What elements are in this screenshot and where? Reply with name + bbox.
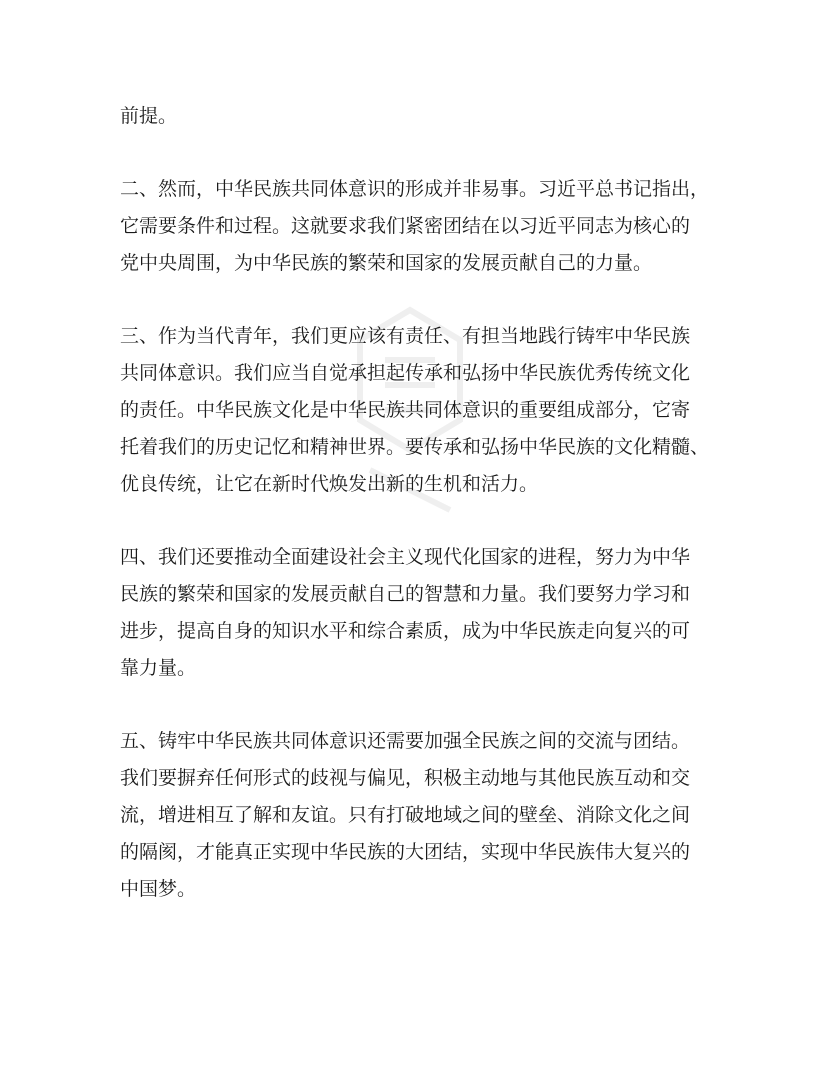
paragraph-4-line-4: 靠力量。 [120, 657, 197, 679]
paragraph-2-line-1: 二、然而，中华民族共同体意识的形成并非易事。习近平总书记指出， [120, 178, 710, 200]
paragraph-3-line-1: 三、作为当代青年，我们更应该有责任、有担当地践行铸牢中华民族 [120, 325, 691, 347]
paragraph-3-line-4: 托着我们的历史记忆和精神世界。要传承和弘扬中华民族的文化精髓、 [120, 436, 710, 458]
paragraph-3-line-2: 共同体意识。我们应当自觉承担起传承和弘扬中华民族优秀传统文化 [120, 362, 691, 384]
paragraph-3-line-3: 的责任。中华民族文化是中华民族共同体意识的重要组成部分，它寄 [120, 399, 691, 421]
paragraph-2-line-3: 党中央周围，为中华民族的繁荣和国家的发展贡献自己的力量。 [120, 252, 653, 274]
paragraph-2-line-2: 它需要条件和过程。这就要求我们紧密团结在以习近平同志为核心的 [120, 215, 691, 237]
paragraph-5-line-1: 五、铸牢中华民族共同体意识还需要加强全民族之间的交流与团结。 [120, 730, 691, 752]
paragraph-5-line-3: 流，增进相互了解和友谊。只有打破地域之间的壁垒、消除文化之间 [120, 804, 691, 826]
paragraph-4-line-2: 民族的繁荣和国家的发展贡献自己的智慧和力量。我们要努力学习和 [120, 583, 691, 605]
paragraph-3-line-5: 优良传统，让它在新时代焕发出新的生机和活力。 [120, 473, 539, 495]
paragraph-5-line-2: 我们要摒弃任何形式的歧视与偏见，积极主动地与其他民族互动和交 [120, 767, 691, 789]
paragraph-5-line-5: 中国梦。 [120, 878, 197, 900]
paragraph-4-line-1: 四、我们还要推动全面建设社会主义现代化国家的进程，努力为中华 [120, 546, 691, 568]
paragraph-4-line-3: 进步，提高自身的知识水平和综合素质，成为中华民族走向复兴的可 [120, 620, 691, 642]
paragraph-1-line-1: 前提。 [120, 105, 178, 127]
paragraph-5-line-4: 的隔阂，才能真正实现中华民族的大团结，实现中华民族伟大复兴的 [120, 841, 691, 863]
